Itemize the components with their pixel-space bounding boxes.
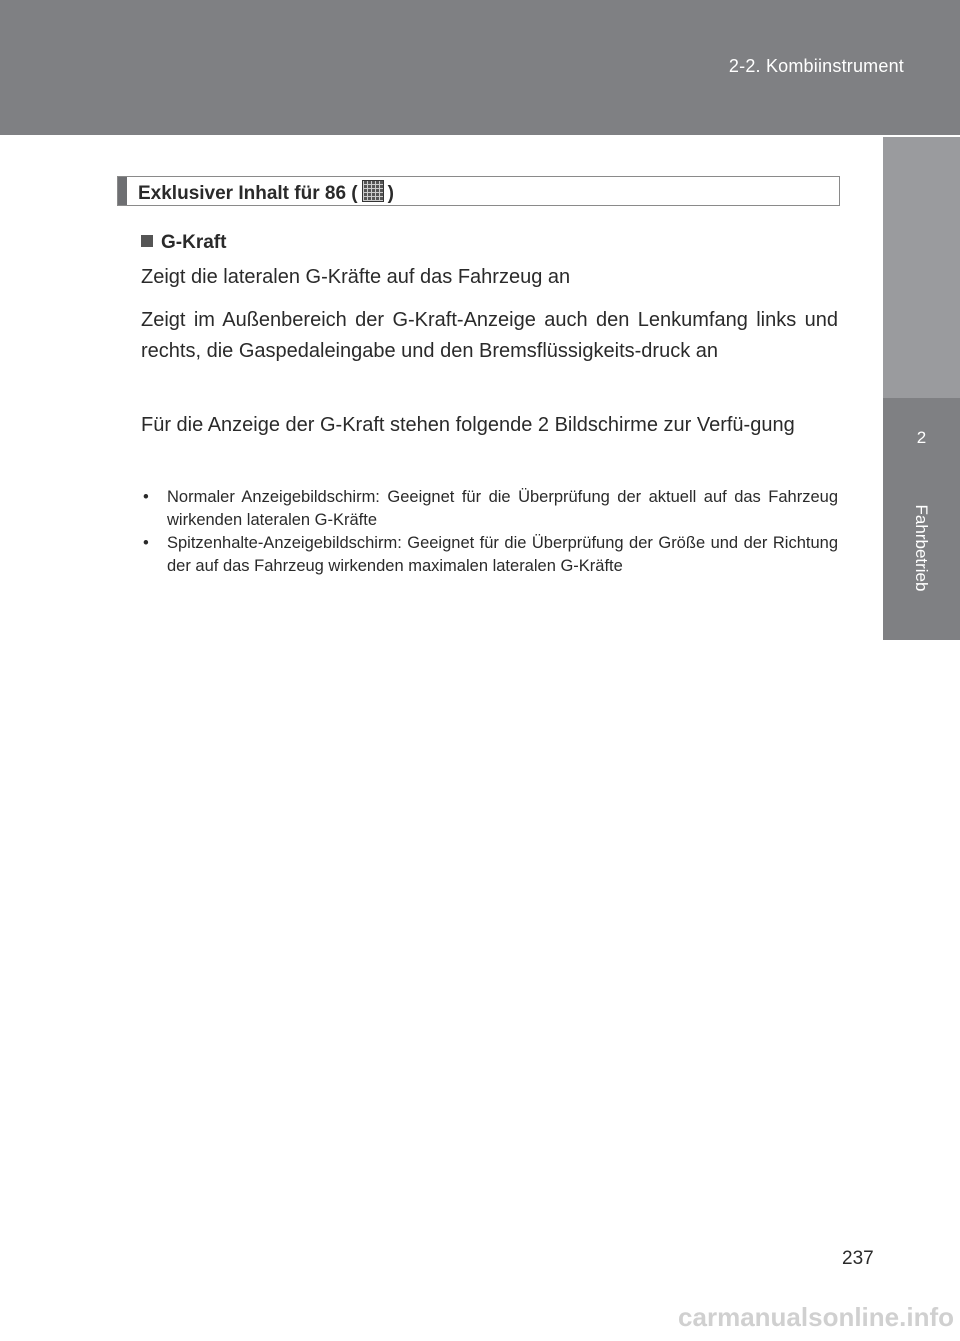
bullet-dot: • (143, 488, 149, 506)
paragraph-2: Zeigt im Außenbereich der G-Kraft-Anzeige auch den Lenkumfang links und rechts, die Gaspedaleingabe und den Bremsflüssigkeits-druck an (141, 309, 838, 362)
chapter-tab (883, 398, 960, 640)
watermark: carmanualsonline.info (678, 1302, 954, 1332)
section-title-prefix: Exklusiver Inhalt für 86 ( (138, 183, 358, 204)
square-bullet-icon (141, 235, 153, 247)
section-title-suffix: ) (387, 183, 394, 204)
section-title (138, 180, 394, 205)
subheading (141, 232, 226, 254)
list-item (141, 486, 838, 532)
bullet-dot: • (143, 534, 149, 552)
bullet-text-2: Spitzenhalte-Anzeigebildschirm: Geeignet für die Überprüfung der Größe und der Richtung der auf das Fahrzeug wirkenden maximalen lateralen G-Kräfte (167, 534, 838, 575)
header-bar (0, 0, 960, 135)
chapter-number: 2 (916, 428, 927, 447)
side-tab-upper (883, 137, 960, 398)
chapter-label: Fahrbetrieb (912, 504, 931, 592)
g-force-grid-icon (362, 180, 384, 202)
paragraph-3: Für die Anzeige der G-Kraft stehen folgende 2 Bildschirme zur Verfü-gung (141, 414, 795, 436)
page-number: 237 (842, 1248, 874, 1269)
section-box (117, 176, 840, 206)
bullet-list (141, 486, 838, 578)
paragraph-1: Zeigt die lateralen G-Kräfte auf das Fahrzeug an (141, 266, 571, 288)
bullet-text-1: Normaler Anzeigebildschirm: Geeignet für die Überprüfung der aktuell auf das Fahrzeug wirkenden lateralen G-Kräfte (167, 488, 838, 529)
header-section-title: 2-2. Kombiinstrument (728, 56, 904, 76)
subheading-text: G-Kraft (161, 232, 227, 253)
list-item (141, 532, 838, 578)
